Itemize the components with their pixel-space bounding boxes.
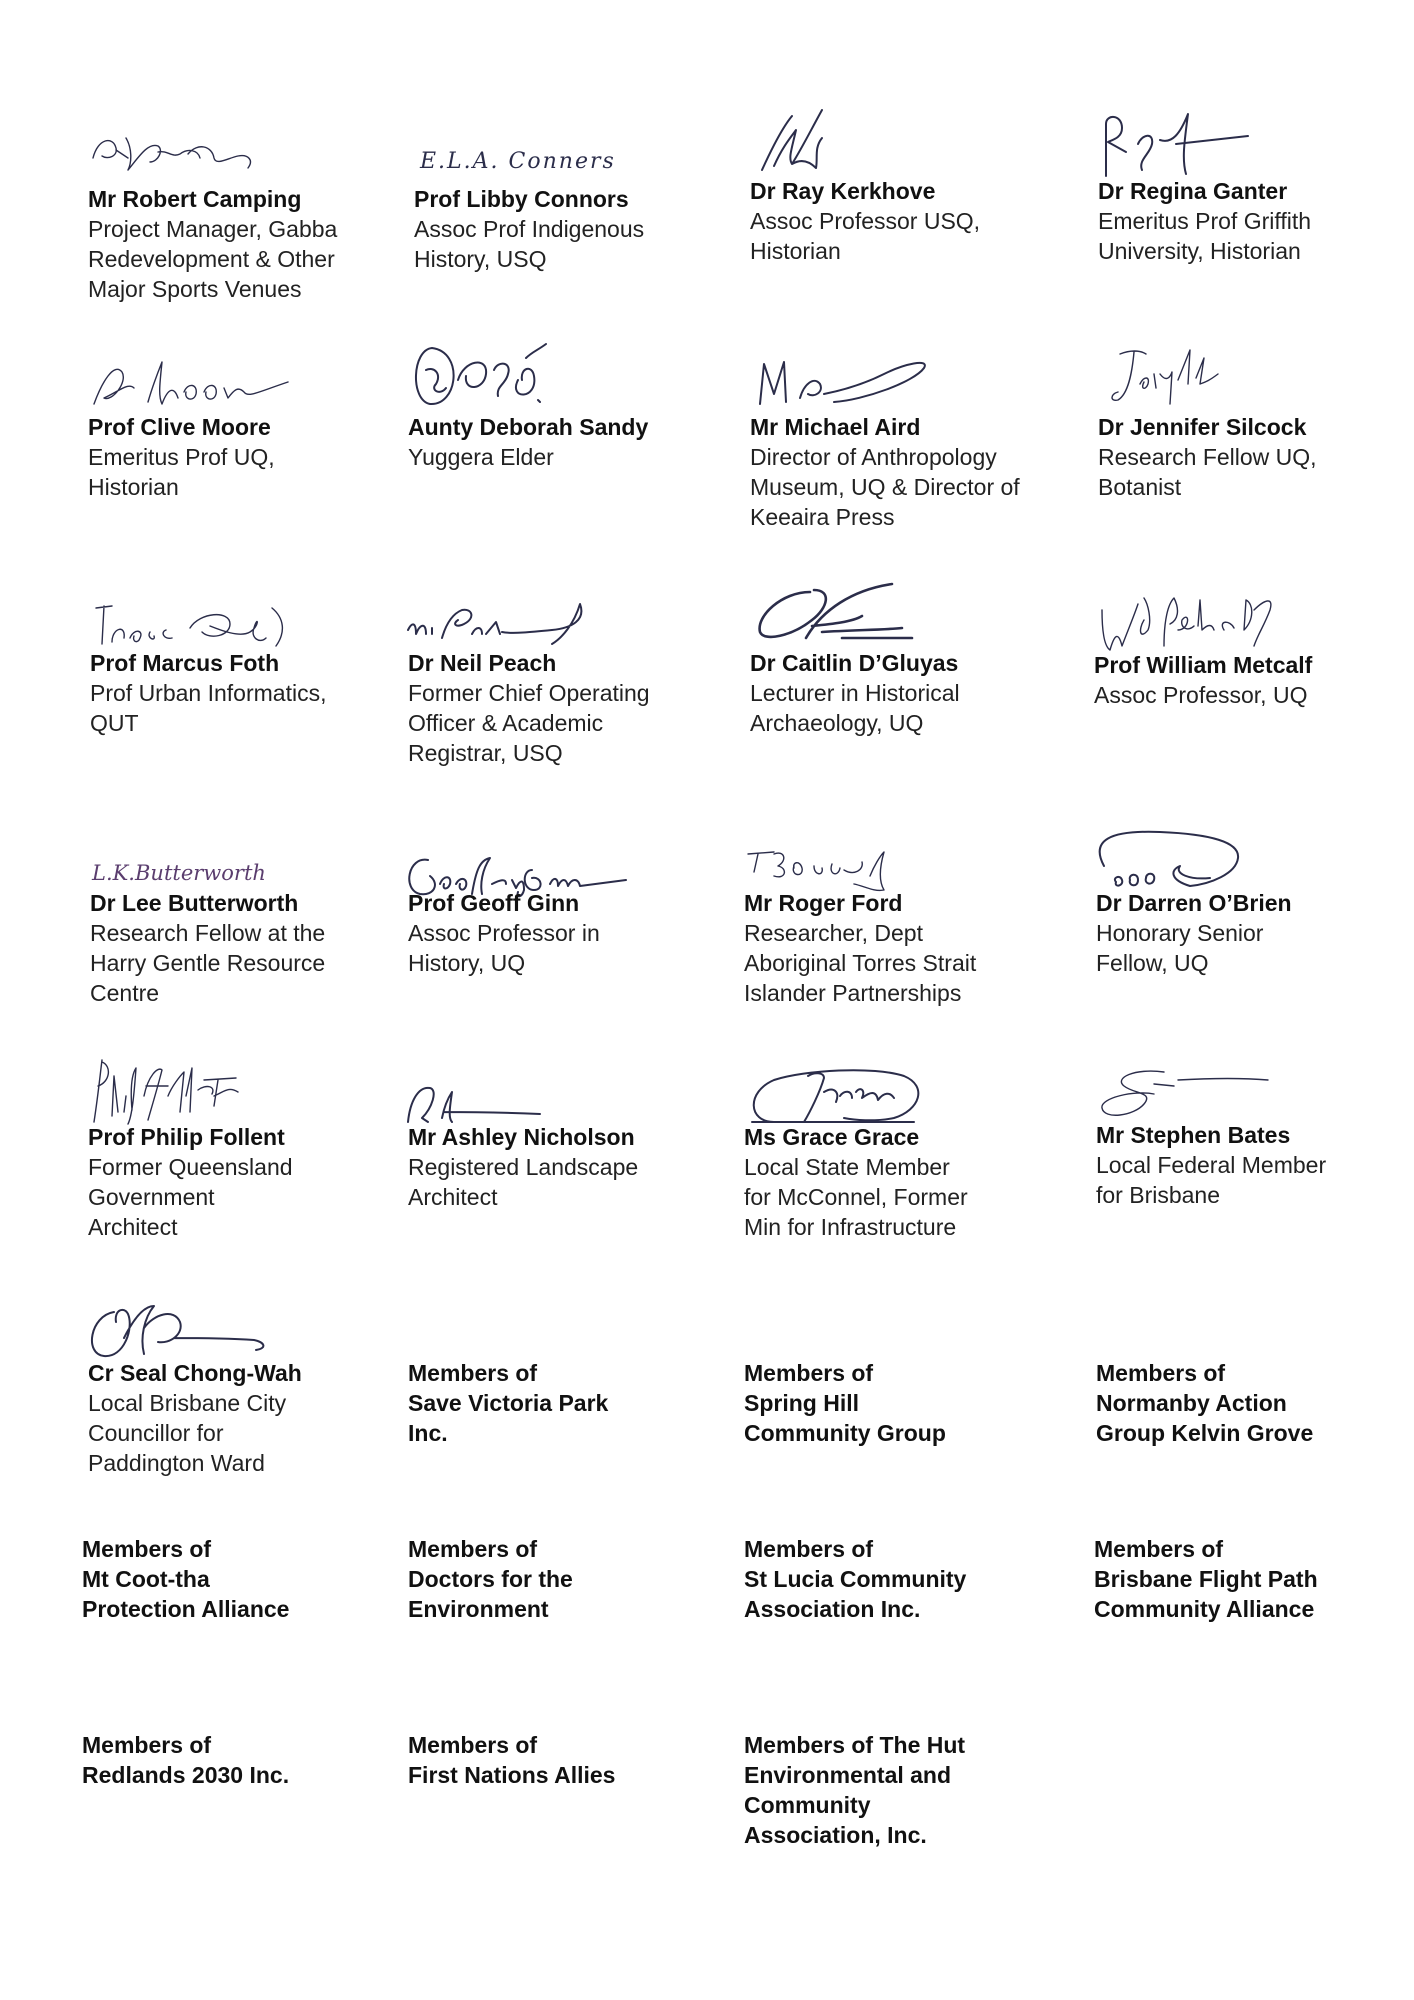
signatory-role-line: Government bbox=[88, 1184, 215, 1210]
signature-neil-peach bbox=[402, 594, 592, 648]
signatory-name: Ms Grace Grace bbox=[744, 1124, 920, 1150]
group-line: Group Kelvin Grove bbox=[1096, 1420, 1314, 1446]
signatory-name: Prof Clive Moore bbox=[88, 414, 271, 440]
signatory-role-line: Aboriginal Torres Strait bbox=[744, 950, 977, 976]
group-line: St Lucia Community bbox=[744, 1566, 967, 1592]
signatory-stephen-bates bbox=[1096, 1120, 1396, 1210]
signature-robert-camping bbox=[88, 128, 258, 178]
signatory-name: Dr Jennifer Silcock bbox=[1098, 414, 1307, 440]
signatory-role-line: Assoc Professor in bbox=[408, 920, 600, 946]
signatory-role-line: Officer & Academic bbox=[408, 710, 604, 736]
signature-regina-ganter bbox=[1098, 104, 1258, 180]
group-line: First Nations Allies bbox=[408, 1762, 616, 1788]
signatory-role-line: Historian bbox=[750, 238, 841, 264]
signatory-role-line: Director of Anthropology bbox=[750, 444, 997, 470]
signatory-role-line: Honorary Senior bbox=[1096, 920, 1264, 946]
group-first-nations-allies bbox=[408, 1730, 718, 1790]
signatory-role-line: Lecturer in Historical bbox=[750, 680, 960, 706]
group-doctors-environment bbox=[408, 1534, 718, 1624]
signatory-role-line: Local Brisbane City bbox=[88, 1390, 287, 1416]
group-line: Members of bbox=[408, 1536, 538, 1562]
signature-caitlin-dgluyas bbox=[752, 580, 912, 646]
group-line: Members of bbox=[82, 1536, 212, 1562]
group-line: Save Victoria Park bbox=[408, 1390, 609, 1416]
group-line: Members of The Hut bbox=[744, 1732, 966, 1758]
signatory-role-line: History, USQ bbox=[414, 246, 547, 272]
signatory-michael-aird bbox=[750, 412, 1050, 532]
group-save-victoria-park bbox=[408, 1358, 718, 1448]
signature-ashley-nicholson bbox=[404, 1078, 544, 1128]
signature-grace-grace bbox=[744, 1062, 924, 1128]
signatory-name: Dr Caitlin D’Gluyas bbox=[750, 650, 959, 676]
signature-lee-butterworth bbox=[90, 852, 280, 890]
signatory-philip-follent bbox=[88, 1122, 388, 1242]
signatory-name: Dr Neil Peach bbox=[408, 650, 557, 676]
signatory-role-line: QUT bbox=[90, 710, 139, 736]
signatory-jennifer-silcock bbox=[1098, 412, 1398, 502]
signatory-ashley-nicholson bbox=[408, 1122, 708, 1212]
group-redlands-2030 bbox=[82, 1730, 392, 1790]
signatory-role-line: Registrar, USQ bbox=[408, 740, 563, 766]
group-mt-coot-tha bbox=[82, 1534, 392, 1624]
group-normanby-action bbox=[1096, 1358, 1406, 1448]
signatory-regina-ganter bbox=[1098, 176, 1398, 266]
signatory-role-line: Local State Member bbox=[744, 1154, 950, 1180]
signatory-name: Dr Ray Kerkhove bbox=[750, 178, 936, 204]
signatory-role-line: for Brisbane bbox=[1096, 1182, 1221, 1208]
signatory-name: Prof William Metcalf bbox=[1094, 652, 1313, 678]
group-line: Members of bbox=[744, 1536, 874, 1562]
signatory-role-line: Research Fellow UQ, bbox=[1098, 444, 1317, 470]
group-line: Normanby Action bbox=[1096, 1390, 1287, 1416]
signatory-name: Dr Regina Ganter bbox=[1098, 178, 1288, 204]
group-line: Members of bbox=[744, 1360, 874, 1386]
signatory-role-line: Keeaira Press bbox=[750, 504, 895, 530]
signatory-robert-camping bbox=[88, 184, 388, 304]
group-line: Members of bbox=[1094, 1536, 1224, 1562]
signature-deborah-sandy bbox=[408, 340, 558, 410]
signatory-william-metcalf bbox=[1094, 650, 1394, 710]
signatory-role-line: Local Federal Member bbox=[1096, 1152, 1327, 1178]
signatory-clive-moore bbox=[88, 412, 388, 502]
signatory-role-line: Assoc Prof Indigenous bbox=[414, 216, 645, 242]
signatory-role-line: Architect bbox=[88, 1214, 178, 1240]
group-line: Environment bbox=[408, 1596, 549, 1622]
signatory-role-line: Former Queensland bbox=[88, 1154, 293, 1180]
signatory-name: Prof Geoff Ginn bbox=[408, 890, 580, 916]
signatory-deborah-sandy bbox=[408, 412, 708, 472]
group-line: Members of bbox=[1096, 1360, 1226, 1386]
group-the-hut bbox=[744, 1730, 1054, 1850]
signatory-role-line: Min for Infrastructure bbox=[744, 1214, 957, 1240]
group-line: Community Alliance bbox=[1094, 1596, 1315, 1622]
signature-seal-chong-wah bbox=[84, 1298, 274, 1362]
signatory-role-line: Architect bbox=[408, 1184, 498, 1210]
group-line: Brisbane Flight Path bbox=[1094, 1566, 1318, 1592]
group-line: Members of bbox=[82, 1732, 212, 1758]
signatory-role-line: Historian bbox=[88, 474, 179, 500]
group-line: Protection Alliance bbox=[82, 1596, 290, 1622]
signatory-seal-chong-wah bbox=[88, 1358, 388, 1478]
group-line: Members of bbox=[408, 1360, 538, 1386]
signatory-lee-butterworth bbox=[90, 888, 390, 1008]
signatory-darren-obrien bbox=[1096, 888, 1396, 978]
signatory-role-line: Centre bbox=[90, 980, 160, 1006]
signatory-ray-kerkhove bbox=[750, 176, 1050, 266]
group-brisbane-flight-path bbox=[1094, 1534, 1404, 1624]
signatory-role-line: History, UQ bbox=[408, 950, 526, 976]
signatory-role-line: Research Fellow at the bbox=[90, 920, 326, 946]
signatory-caitlin-dgluyas bbox=[750, 648, 1050, 738]
signature-text: E.L.A. Conners bbox=[420, 149, 616, 174]
signatory-role-line: Paddington Ward bbox=[88, 1450, 265, 1476]
signatory-role-line: Assoc Professor, UQ bbox=[1094, 682, 1308, 708]
signature-libby-connors bbox=[418, 140, 616, 180]
signatory-libby-connors bbox=[414, 184, 714, 274]
signatory-name: Dr Lee Butterworth bbox=[90, 890, 299, 916]
signatory-name: Prof Philip Follent bbox=[88, 1124, 285, 1150]
group-line: Association, Inc. bbox=[744, 1822, 927, 1848]
signature-william-metcalf bbox=[1094, 590, 1284, 652]
group-line: Community Group bbox=[744, 1420, 946, 1446]
signatory-name: Prof Libby Connors bbox=[414, 186, 629, 212]
signatory-geoff-ginn bbox=[408, 888, 708, 978]
signatory-role-line: University, Historian bbox=[1098, 238, 1301, 264]
signature-clive-moore bbox=[88, 352, 298, 412]
signatory-name: Mr Stephen Bates bbox=[1096, 1122, 1291, 1148]
signature-philip-follent bbox=[88, 1056, 258, 1126]
signatory-name: Mr Michael Aird bbox=[750, 414, 921, 440]
signature-stephen-bates bbox=[1094, 1064, 1274, 1124]
group-line: Doctors for the bbox=[408, 1566, 573, 1592]
signatory-roger-ford bbox=[744, 888, 1044, 1008]
signatory-role-line: Botanist bbox=[1098, 474, 1182, 500]
signature-text: L.K.Butterworth bbox=[92, 861, 266, 885]
signatory-name: Aunty Deborah Sandy bbox=[408, 414, 649, 440]
signatory-neil-peach bbox=[408, 648, 708, 768]
signatory-role-line: Harry Gentle Resource bbox=[90, 950, 326, 976]
group-line: Association Inc. bbox=[744, 1596, 921, 1622]
signatory-role-line: Yuggera Elder bbox=[408, 444, 554, 470]
signatory-name: Mr Ashley Nicholson bbox=[408, 1124, 635, 1150]
signatory-role-line: Archaeology, UQ bbox=[750, 710, 924, 736]
signatory-role-line: Former Chief Operating bbox=[408, 680, 650, 706]
group-spring-hill bbox=[744, 1358, 1054, 1448]
signatory-name: Mr Roger Ford bbox=[744, 890, 903, 916]
signature-ray-kerkhove bbox=[752, 108, 862, 178]
group-st-lucia bbox=[744, 1534, 1054, 1624]
signatory-role-line: Researcher, Dept bbox=[744, 920, 923, 946]
group-line: Community bbox=[744, 1792, 871, 1818]
signatory-role-line: Fellow, UQ bbox=[1096, 950, 1209, 976]
signatory-role-line: for McConnel, Former bbox=[744, 1184, 968, 1210]
signatory-marcus-foth bbox=[90, 648, 390, 738]
signatory-role-line: Emeritus Prof Griffith bbox=[1098, 208, 1312, 234]
group-line: Inc. bbox=[408, 1420, 448, 1446]
signature-marcus-foth bbox=[90, 598, 290, 650]
signatory-role-line: Registered Landscape bbox=[408, 1154, 639, 1180]
signatory-role-line: Major Sports Venues bbox=[88, 276, 302, 302]
signatory-role-line: Prof Urban Informatics, bbox=[90, 680, 327, 706]
group-line: Members of bbox=[408, 1732, 538, 1758]
group-line: Mt Coot-tha bbox=[82, 1566, 210, 1592]
signature-jennifer-silcock bbox=[1100, 344, 1230, 408]
signature-michael-aird bbox=[754, 354, 934, 410]
group-line: Environmental and bbox=[744, 1762, 952, 1788]
signatory-role-line: Islander Partnerships bbox=[744, 980, 962, 1006]
signatory-name: Prof Marcus Foth bbox=[90, 650, 280, 676]
signatory-name: Mr Robert Camping bbox=[88, 186, 302, 212]
signatory-role-line: Redevelopment & Other bbox=[88, 246, 335, 272]
signatory-role-line: Emeritus Prof UQ, bbox=[88, 444, 275, 470]
signatory-name: Cr Seal Chong-Wah bbox=[88, 1360, 302, 1386]
signatory-grace-grace bbox=[744, 1122, 1044, 1242]
signatory-name: Dr Darren O’Brien bbox=[1096, 890, 1292, 916]
signatory-role-line: Assoc Professor USQ, bbox=[750, 208, 981, 234]
group-line: Redlands 2030 Inc. bbox=[82, 1762, 290, 1788]
group-line: Spring Hill bbox=[744, 1390, 859, 1416]
signatory-role-line: Project Manager, Gabba bbox=[88, 216, 338, 242]
signatory-role-line: Museum, UQ & Director of bbox=[750, 474, 1020, 500]
signatory-role-line: Councillor for bbox=[88, 1420, 224, 1446]
